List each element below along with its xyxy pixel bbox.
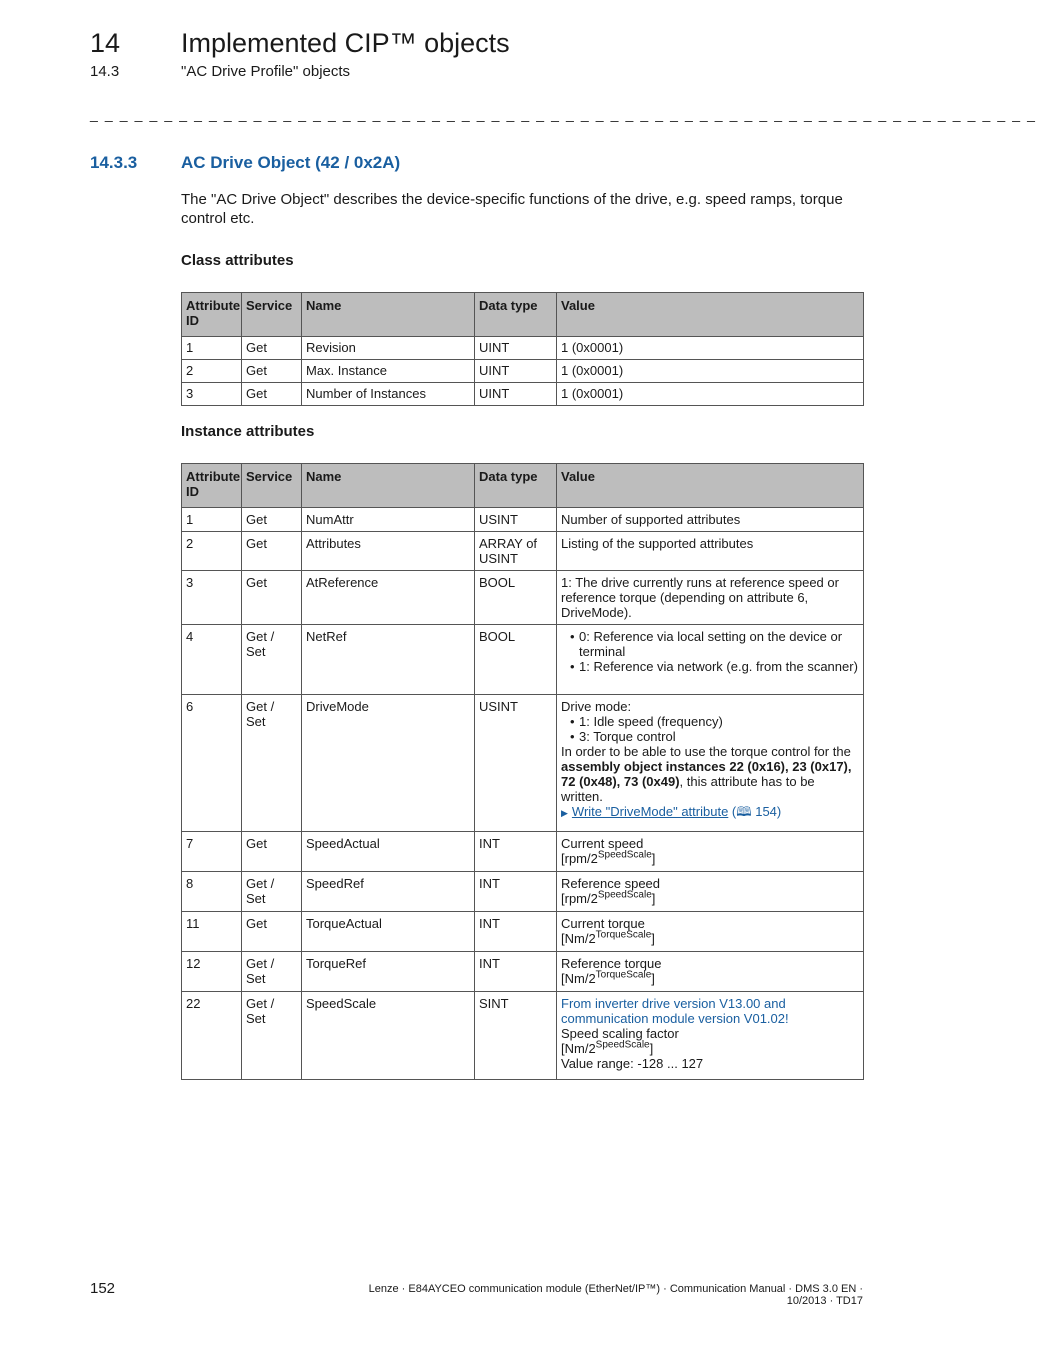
table-cell: BOOL bbox=[475, 625, 557, 695]
unit-text: ] bbox=[651, 971, 655, 986]
class-attributes-heading: Class attributes bbox=[181, 252, 294, 269]
table-cell: Number of Instances bbox=[302, 383, 475, 406]
table-row bbox=[182, 571, 864, 625]
table-cell: INT bbox=[475, 912, 557, 952]
chapter-number: 14 bbox=[90, 28, 121, 58]
table-row bbox=[182, 992, 864, 1080]
value-line: Reference speed bbox=[561, 876, 661, 891]
table-cell: USINT bbox=[475, 508, 557, 532]
drivemode-link[interactable]: Write "DriveMode" attribute bbox=[571, 804, 729, 819]
table-cell: Listing of the supported attributes bbox=[557, 532, 864, 571]
table-cell: Get bbox=[242, 337, 302, 360]
table-cell: INT bbox=[475, 872, 557, 912]
table-cell: Get / Set bbox=[242, 625, 302, 695]
table-cell: Get bbox=[242, 508, 302, 532]
book-icon: 🕮 bbox=[736, 804, 752, 819]
table-cell: 11 bbox=[182, 912, 242, 952]
table-cell: Get bbox=[242, 571, 302, 625]
column-header: Data type bbox=[475, 293, 557, 337]
table-cell: 4 bbox=[182, 625, 242, 695]
unit bbox=[561, 891, 859, 906]
table-cell: Get bbox=[242, 360, 302, 383]
table-cell: TorqueActual bbox=[302, 912, 475, 952]
unit-exponent: SpeedScale bbox=[597, 849, 652, 861]
unit-text: [rpm/2 bbox=[561, 891, 598, 906]
table-row bbox=[182, 832, 864, 872]
page-reference[interactable]: (🕮 154) bbox=[731, 804, 782, 819]
table-cell: 1 (0x0001) bbox=[557, 383, 864, 406]
table-cell: Number of supported attributes bbox=[557, 508, 864, 532]
table-cell: UINT bbox=[475, 337, 557, 360]
table-cell: 3 bbox=[182, 383, 242, 406]
unit bbox=[561, 931, 859, 946]
table-cell: Revision bbox=[302, 337, 475, 360]
table-row bbox=[182, 872, 864, 912]
cross-reference bbox=[561, 804, 859, 821]
table-cell: ARRAY of USINT bbox=[475, 532, 557, 571]
table-row bbox=[182, 952, 864, 992]
table-cell: 1 bbox=[182, 337, 242, 360]
note-text: In order to be able to use the torque control for the bbox=[561, 744, 851, 759]
table-cell: Get bbox=[242, 532, 302, 571]
unit bbox=[561, 971, 859, 986]
subsection-title: AC Drive Object (42 / 0x2A) bbox=[181, 153, 401, 172]
section-number: 14.3 bbox=[90, 63, 120, 80]
table-cell: 1 (0x0001) bbox=[557, 360, 864, 383]
table-cell bbox=[557, 832, 864, 872]
table-header-row bbox=[182, 464, 864, 508]
list-item: • 1: Idle speed (frequency) bbox=[579, 714, 859, 729]
intro-paragraph: The "AC Drive Object" describes the device-specific functions of the drive, e.g. speed ramps, torque control etc. bbox=[181, 191, 843, 227]
table-cell: 7 bbox=[182, 832, 242, 872]
table-cell: INT bbox=[475, 832, 557, 872]
unit-text: ] bbox=[651, 851, 656, 866]
table-cell: SpeedRef bbox=[302, 872, 475, 912]
table-cell: 2 bbox=[182, 360, 242, 383]
header-separator: _ _ _ _ _ _ _ _ _ _ _ _ _ _ _ _ _ _ _ _ _ _ _ _ _ _ _ _ _ _ _ _ _ _ _ _ _ _ _ _ _ _ _ _ _ _ _ _ _ _ _ _ _ _ _ _ _ _ _ _ _ _ _ _ bbox=[90, 106, 1037, 122]
table-cell: 1 bbox=[182, 508, 242, 532]
column-header: Attribute ID bbox=[182, 293, 242, 337]
column-header: Service bbox=[242, 464, 302, 508]
unit bbox=[561, 1041, 859, 1056]
value-line: Reference torque bbox=[561, 956, 662, 971]
table-row bbox=[182, 383, 864, 406]
note-bold-text: assembly object instances 22 (0x16), 23 (0x17), 72 (0x48), 73 (0x49) bbox=[561, 759, 852, 789]
table-cell bbox=[557, 992, 864, 1080]
value-range: Value range: -128 ... 127 bbox=[561, 1056, 704, 1071]
table-row bbox=[182, 625, 864, 695]
table-cell: 1 (0x0001) bbox=[557, 337, 864, 360]
table-cell: Get bbox=[242, 912, 302, 952]
table-cell bbox=[557, 952, 864, 992]
unit-text: ] bbox=[651, 891, 656, 906]
table-cell: Get / Set bbox=[242, 952, 302, 992]
unit-text: ] bbox=[651, 931, 655, 946]
instance-attributes-table bbox=[181, 463, 864, 1080]
table-cell: Get / Set bbox=[242, 872, 302, 912]
table-cell: 8 bbox=[182, 872, 242, 912]
table-cell: NetRef bbox=[302, 625, 475, 695]
table-cell bbox=[557, 912, 864, 952]
page-number: 152 bbox=[90, 1280, 116, 1297]
class-attributes-table bbox=[181, 292, 864, 406]
table-row bbox=[182, 532, 864, 571]
value-line: Speed scaling factor bbox=[561, 1026, 679, 1041]
unit-exponent: SpeedScale bbox=[595, 1039, 650, 1051]
list-item: • 0: Reference via local setting on the device or terminal bbox=[579, 629, 859, 659]
column-header: Value bbox=[557, 464, 864, 508]
unit-text: [Nm/2 bbox=[561, 971, 596, 986]
table-cell: DriveMode bbox=[302, 695, 475, 832]
table-row bbox=[182, 508, 864, 532]
table-row bbox=[182, 360, 864, 383]
unit-exponent: SpeedScale bbox=[597, 889, 652, 901]
table-cell: SINT bbox=[475, 992, 557, 1080]
table-cell: Get bbox=[242, 832, 302, 872]
table-cell: 6 bbox=[182, 695, 242, 832]
column-header: Data type bbox=[475, 464, 557, 508]
bullet-list bbox=[561, 629, 859, 674]
drive-mode-note bbox=[561, 744, 859, 804]
column-header: Value bbox=[557, 293, 864, 337]
column-header: Name bbox=[302, 293, 475, 337]
table-row bbox=[182, 337, 864, 360]
page-ref-number: 154 bbox=[755, 804, 777, 819]
version-note: From inverter drive version V13.00 and communication module version V01.02! bbox=[561, 996, 789, 1026]
instance-attributes-heading: Instance attributes bbox=[181, 423, 315, 440]
table-cell bbox=[557, 872, 864, 912]
table-cell: 3 bbox=[182, 571, 242, 625]
table-cell: Attributes bbox=[302, 532, 475, 571]
table-cell: Get / Set bbox=[242, 695, 302, 832]
footer-text: Lenze · E84AYCEO communication module (EtherNet/IP™) · Communication Manual · DMS 3.0 EN · 10/2013 · TD17 bbox=[368, 1283, 863, 1307]
list-item: • 3: Torque control bbox=[579, 729, 859, 744]
table-cell: BOOL bbox=[475, 571, 557, 625]
table-cell bbox=[557, 625, 864, 695]
table-cell: Get / Set bbox=[242, 992, 302, 1080]
table-header-row bbox=[182, 293, 864, 337]
arrow-right-icon: ▶ bbox=[561, 808, 568, 818]
unit-exponent: TorqueScale bbox=[595, 929, 652, 941]
unit-text: [rpm/2 bbox=[561, 851, 598, 866]
unit-exponent: TorqueScale bbox=[595, 969, 652, 981]
note-text: , this attribute has to be written. bbox=[561, 774, 815, 804]
table-row bbox=[182, 912, 864, 952]
table-cell: NumAttr bbox=[302, 508, 475, 532]
value-line: Current torque bbox=[561, 916, 645, 931]
table-cell: TorqueRef bbox=[302, 952, 475, 992]
drive-mode-lead: Drive mode: bbox=[561, 699, 632, 714]
table-cell: 2 bbox=[182, 532, 242, 571]
table-cell: SpeedScale bbox=[302, 992, 475, 1080]
section-title: "AC Drive Profile" objects bbox=[181, 63, 351, 80]
table-cell: Max. Instance bbox=[302, 360, 475, 383]
unit bbox=[561, 851, 859, 866]
table-cell bbox=[557, 695, 864, 832]
value-line: Current speed bbox=[561, 836, 644, 851]
column-header: Attribute ID bbox=[182, 464, 242, 508]
unit-text: [Nm/2 bbox=[561, 931, 596, 946]
table-cell: SpeedActual bbox=[302, 832, 475, 872]
column-header: Name bbox=[302, 464, 475, 508]
table-row bbox=[182, 695, 864, 832]
bullet-list bbox=[561, 714, 859, 744]
table-cell: INT bbox=[475, 952, 557, 992]
table-cell: AtReference bbox=[302, 571, 475, 625]
list-item: • 1: Reference via network (e.g. from the scanner) bbox=[579, 659, 859, 674]
table-cell: USINT bbox=[475, 695, 557, 832]
subsection-number: 14.3.3 bbox=[90, 153, 138, 172]
table-cell: UINT bbox=[475, 360, 557, 383]
unit-text: ] bbox=[649, 1041, 654, 1056]
table-cell: 12 bbox=[182, 952, 242, 992]
column-header: Service bbox=[242, 293, 302, 337]
unit-text: [Nm/2 bbox=[561, 1041, 596, 1056]
chapter-title: Implemented CIP™ objects bbox=[181, 28, 510, 58]
table-cell: Get bbox=[242, 383, 302, 406]
table-cell: 1: The drive currently runs at reference speed or reference torque (depending on attribute 6, DriveMode). bbox=[557, 571, 864, 625]
table-cell: 22 bbox=[182, 992, 242, 1080]
table-cell: UINT bbox=[475, 383, 557, 406]
